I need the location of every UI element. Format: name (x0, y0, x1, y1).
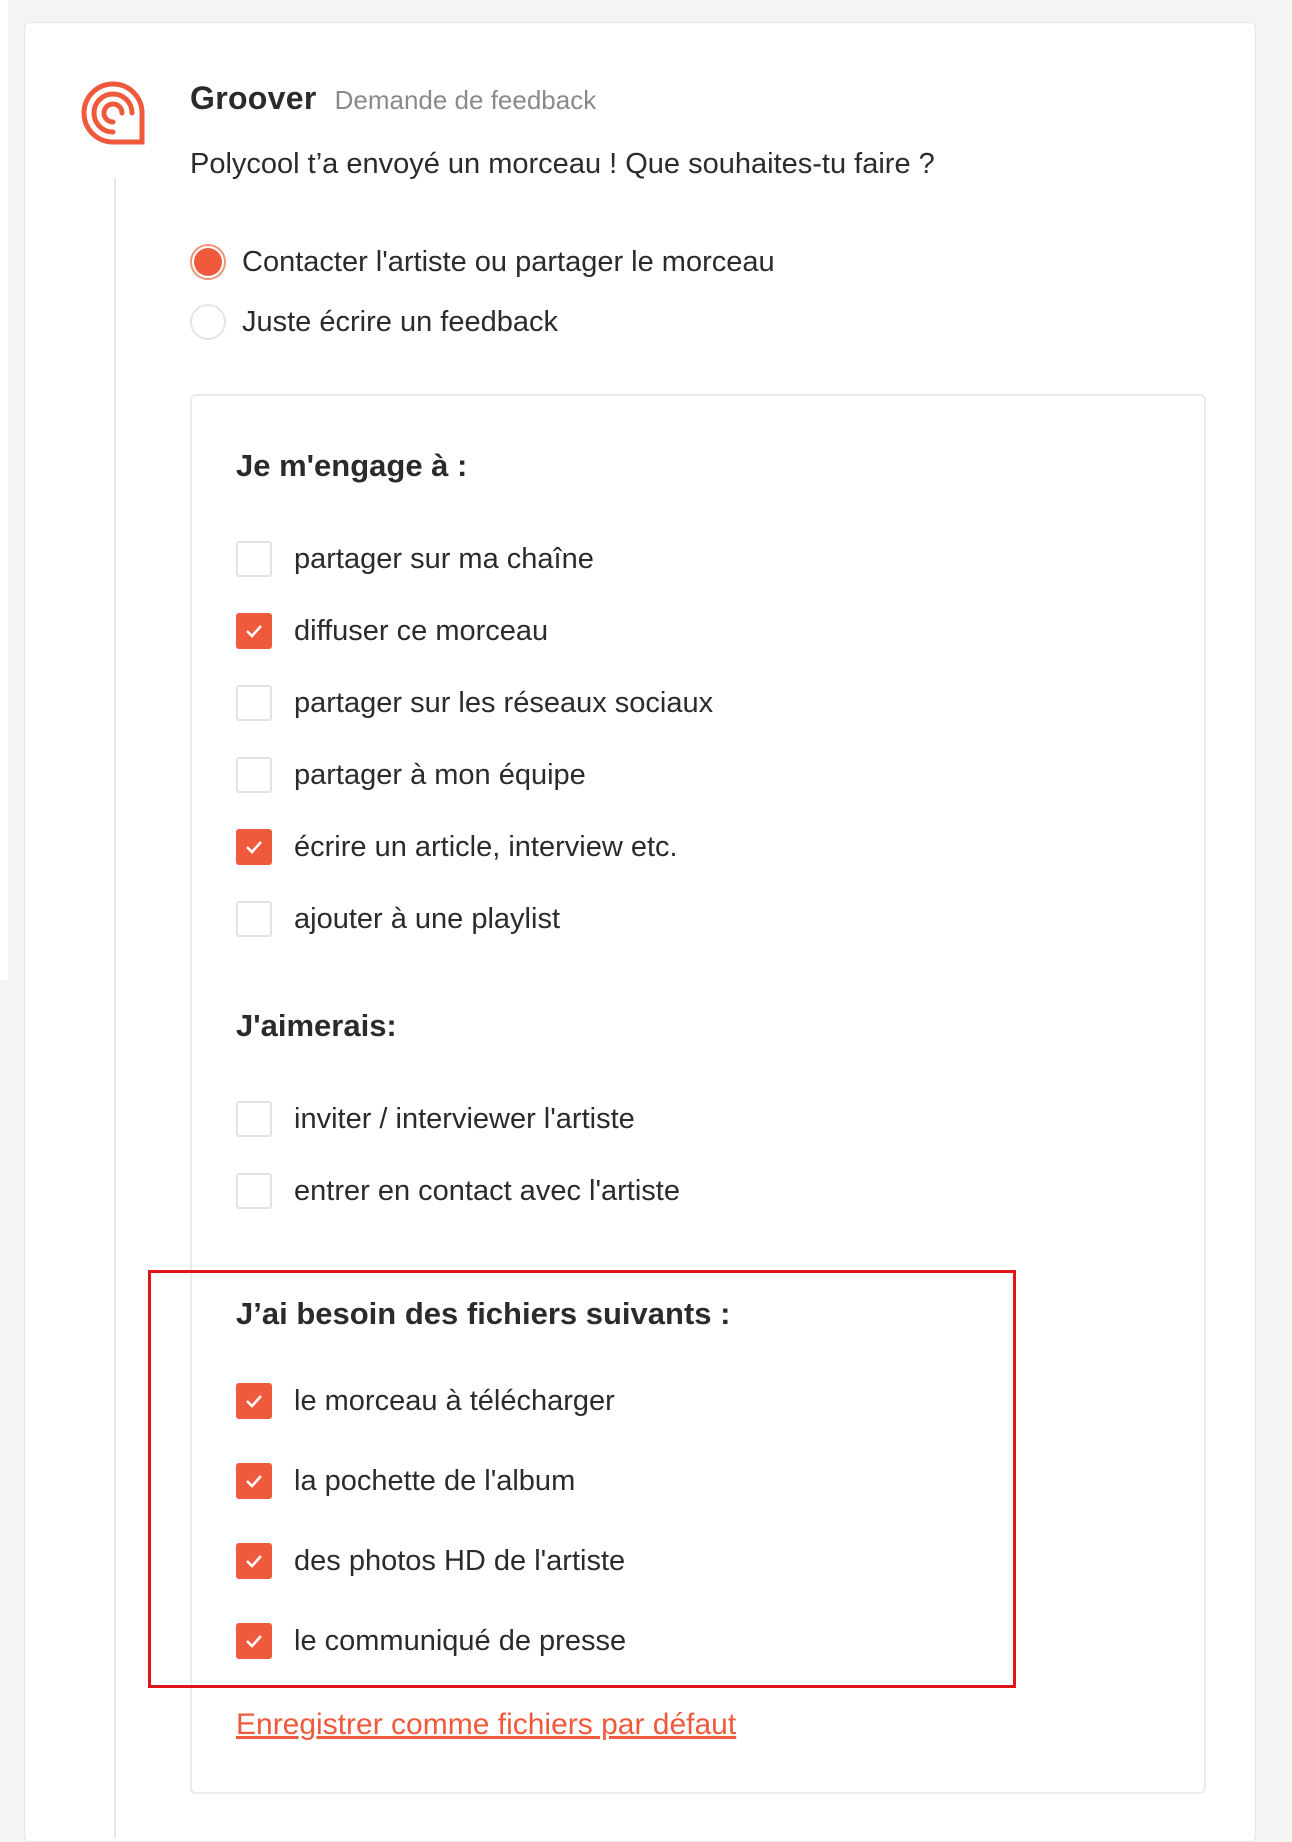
checkbox-row-playlist[interactable] (236, 901, 560, 937)
check-icon (244, 1393, 264, 1409)
checkbox[interactable] (236, 1173, 272, 1209)
checkbox-checked[interactable] (236, 1623, 272, 1659)
checkbox-label: inviter / interviewer l'artiste (294, 1102, 635, 1135)
checkbox-label: entrer en contact avec l'artiste (294, 1174, 680, 1207)
checkbox-label: le morceau à télécharger (294, 1384, 615, 1417)
checkbox-label: des photos HD de l'artiste (294, 1544, 626, 1577)
checkbox-label: écrire un article, interview etc. (294, 830, 678, 863)
checkbox-row-hd-photos[interactable] (236, 1543, 625, 1579)
checkbox-checked[interactable] (236, 1543, 272, 1579)
radio-label: Juste écrire un feedback (242, 305, 558, 338)
check-icon (244, 1633, 264, 1649)
check-icon (244, 839, 264, 855)
checkbox[interactable] (236, 901, 272, 937)
checkbox[interactable] (236, 685, 272, 721)
checkbox-label: partager sur ma chaîne (294, 542, 594, 575)
checkbox-row-article[interactable] (236, 829, 678, 865)
checkbox-label: partager à mon équipe (294, 758, 586, 791)
page-edge (0, 0, 8, 980)
check-icon (244, 623, 264, 639)
checkbox-row-contact[interactable] (236, 1173, 680, 1209)
save-default-files-link[interactable]: Enregistrer comme fichiers par défaut (236, 1708, 737, 1741)
checkbox[interactable] (236, 541, 272, 577)
checkbox-row-track-download[interactable] (236, 1383, 615, 1419)
checkbox-label: le communiqué de presse (294, 1624, 627, 1657)
radio-button-selected[interactable] (190, 244, 226, 280)
checkbox-row-invite[interactable] (236, 1101, 635, 1137)
thread-line (114, 178, 116, 1838)
section-title-wish: J'aimerais: (236, 1008, 397, 1043)
checkbox-label: partager sur les réseaux sociaux (294, 686, 714, 719)
checkbox-row-social[interactable] (236, 685, 713, 721)
radio-feedback-only[interactable] (190, 304, 558, 340)
message-text: Polycool t’a envoyé un morceau ! Que souhaites-tu faire ? (190, 148, 935, 180)
radio-label: Contacter l'artiste ou partager le morceau (242, 245, 775, 278)
checkbox-checked[interactable] (236, 1383, 272, 1419)
radio-contact-share[interactable] (190, 244, 775, 280)
checkbox-checked[interactable] (236, 613, 272, 649)
checkbox-row-press-release[interactable] (236, 1623, 626, 1659)
message-subtitle: Demande de feedback (334, 85, 597, 115)
checkbox-row-broadcast[interactable] (236, 613, 548, 649)
check-icon (244, 1473, 264, 1489)
checkbox-checked[interactable] (236, 829, 272, 865)
checkbox-checked[interactable] (236, 1463, 272, 1499)
message-header (190, 80, 596, 117)
checkbox-row-share-channel[interactable] (236, 541, 594, 577)
checkbox-row-album-cover[interactable] (236, 1463, 575, 1499)
checkbox-row-team[interactable] (236, 757, 586, 793)
checkbox-label: diffuser ce morceau (294, 614, 549, 647)
brand-name: Groover (190, 80, 317, 116)
radio-button[interactable] (190, 304, 226, 340)
checkbox-label: ajouter à une playlist (294, 902, 560, 935)
check-icon (244, 1553, 264, 1569)
section-title-files: J’ai besoin des fichiers suivants : (236, 1296, 731, 1331)
checkbox-label: la pochette de l'album (294, 1464, 576, 1497)
checkbox[interactable] (236, 1101, 272, 1137)
checkbox[interactable] (236, 757, 272, 793)
section-title-engage: Je m'engage à : (236, 448, 468, 483)
groover-logo-icon (80, 80, 146, 146)
